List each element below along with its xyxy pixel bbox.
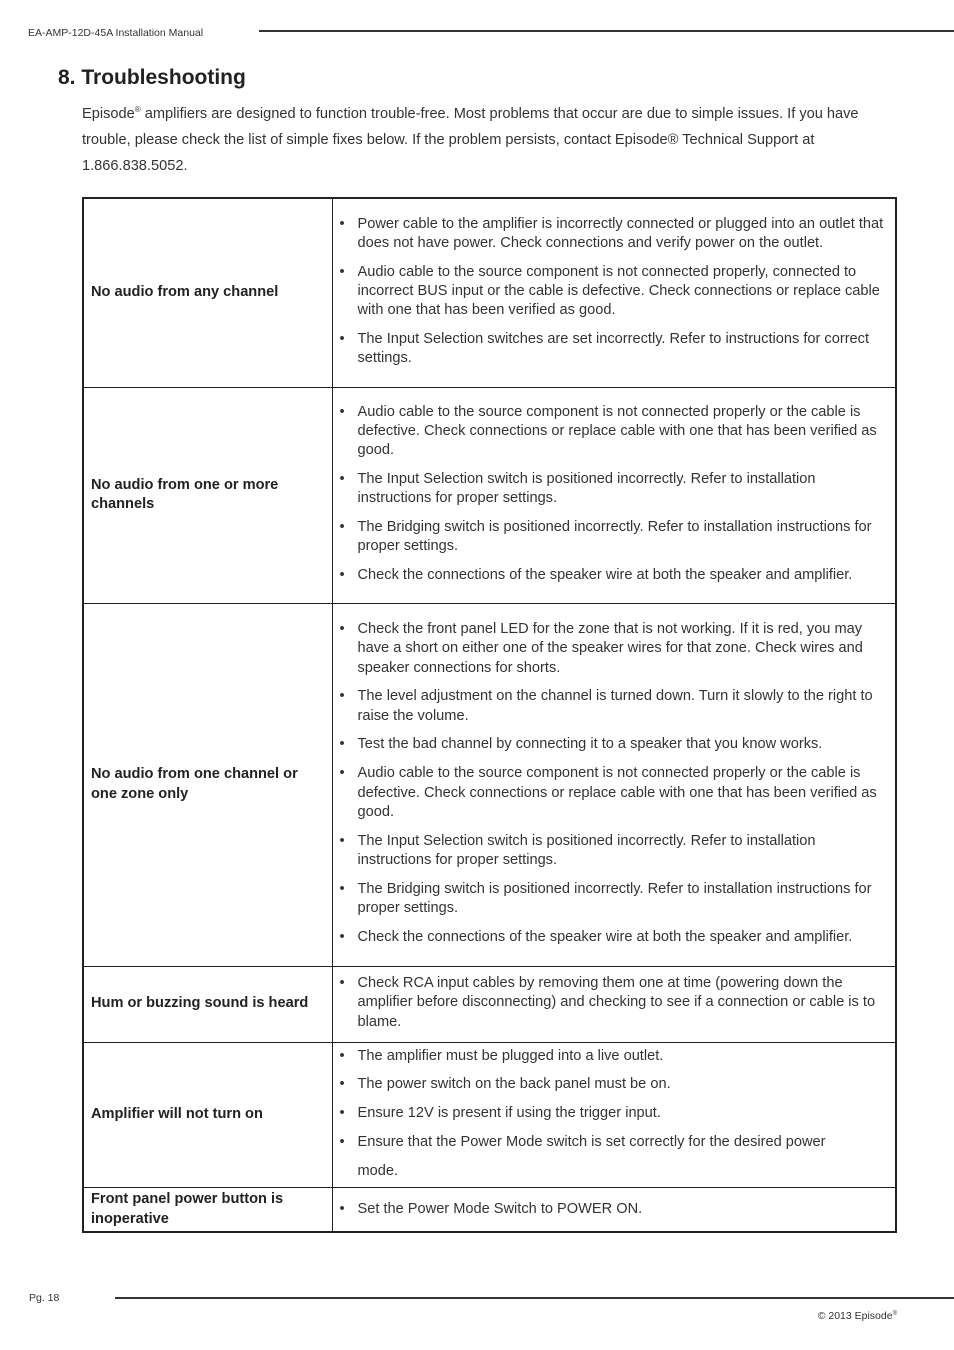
fix-item xyxy=(339,832,890,871)
intro-paragraph xyxy=(82,101,892,179)
fix-item xyxy=(339,1047,890,1066)
fix-item xyxy=(339,566,890,585)
bullet-icon: • xyxy=(339,975,345,992)
intro-text: amplifiers are designed to function trouble-free. Most problems that occur are due to simple issues. If you have trouble, please check the list of simple fixes below. If the problem persists, contact Episode® Technical Support at 1.866.838.5052. xyxy=(82,106,859,174)
fix-item xyxy=(339,974,890,1032)
bullet-icon: • xyxy=(339,1134,345,1151)
fix-text: Audio cable to the source component is not connected properly, connected to incorrect BUS input or the cable is defective. Check connections or replace cable with one that has been verified as good. xyxy=(357,263,880,319)
table-row xyxy=(83,198,896,387)
page-number: Pg. 18 xyxy=(29,1292,60,1304)
fix-text: Set the Power Mode Switch to POWER ON. xyxy=(357,1201,643,1218)
table-row xyxy=(83,603,896,966)
copyright-text: © 2013 Episode xyxy=(817,1310,893,1322)
bullet-icon: • xyxy=(339,928,345,945)
problem-cell: Hum or buzzing sound is heard xyxy=(83,966,332,1042)
copyright-notice xyxy=(818,1310,897,1322)
fix-item xyxy=(339,263,890,321)
bullet-icon: • xyxy=(339,403,345,420)
fix-list xyxy=(339,974,890,1032)
fix-item xyxy=(339,1133,890,1181)
fix-text: Audio cable to the source component is not connected properly or the cable is defective. Check connections or replace cable with one that has been verified as good. xyxy=(357,765,877,820)
fix-item xyxy=(339,403,890,461)
fix-list xyxy=(339,620,890,947)
fix-text: Test the bad channel by connecting it to a speaker that you know works. xyxy=(357,736,823,753)
fix-list xyxy=(339,1200,890,1219)
fix-item xyxy=(339,215,890,254)
bullet-icon: • xyxy=(339,620,345,637)
intro-brand: Episode xyxy=(82,106,135,122)
bullet-icon: • xyxy=(339,567,345,584)
fix-text: Ensure that the Power Mode switch is set correctly for the desired power xyxy=(357,1134,826,1151)
fix-text-continuation: mode. xyxy=(357,1162,399,1179)
problem-cell: No audio from one channel or one zone only xyxy=(83,603,332,966)
table-row xyxy=(83,966,896,1042)
table-row xyxy=(83,387,896,603)
fix-text: The power switch on the back panel must be on. xyxy=(357,1076,671,1093)
bullet-icon: • xyxy=(339,688,345,705)
fix-item xyxy=(339,620,890,678)
bullet-icon: • xyxy=(339,519,345,536)
registered-mark: ® xyxy=(134,105,141,114)
bullet-icon: • xyxy=(339,215,345,232)
registered-mark: ® xyxy=(892,1311,897,1317)
fix-text: Check the front panel LED for the zone that is not working. If it is red, you may have a short on either one of the speaker wires for that zone. Check wires and speaker connections for shorts. xyxy=(357,620,863,676)
fixes-cell xyxy=(332,966,896,1042)
table-row xyxy=(83,1188,896,1233)
bullet-icon: • xyxy=(339,832,345,849)
fix-item xyxy=(339,687,890,726)
fixes-cell xyxy=(332,603,896,966)
fix-text: Check the connections of the speaker wire at both the speaker and amplifier. xyxy=(357,567,853,584)
troubleshooting-table xyxy=(82,197,897,1233)
fix-list xyxy=(339,1047,890,1182)
fix-text: Audio cable to the source component is not connected properly or the cable is defective. Check connections or replace cable with one that has been verified as good. xyxy=(357,403,877,459)
fix-text: The Input Selection switches are set incorrectly. Refer to instructions for correct settings. xyxy=(357,331,870,367)
bullet-icon: • xyxy=(339,765,345,782)
fix-text: The Bridging switch is positioned incorrectly. Refer to installation instructions for proper settings. xyxy=(357,880,872,916)
fix-item xyxy=(339,1200,890,1219)
bullet-icon: • xyxy=(339,263,345,280)
fix-item xyxy=(339,470,890,509)
fix-item xyxy=(339,1075,890,1094)
bullet-icon: • xyxy=(339,736,345,753)
section-title: 8. Troubleshooting xyxy=(58,66,246,89)
fix-item xyxy=(339,330,890,369)
fix-text: The Input Selection switch is positioned incorrectly. Refer to installation instructions for proper settings. xyxy=(357,832,816,868)
header-divider xyxy=(259,30,954,32)
bullet-icon: • xyxy=(339,1076,345,1093)
fixes-cell xyxy=(332,1042,896,1188)
fix-text: The Input Selection switch is positioned incorrectly. Refer to installation instructions for proper settings. xyxy=(357,470,816,507)
bullet-icon: • xyxy=(339,1047,345,1064)
fix-list xyxy=(339,215,890,369)
problem-cell: No audio from one or more channels xyxy=(83,387,332,603)
bullet-icon: • xyxy=(339,470,345,487)
fix-item xyxy=(339,880,890,919)
footer-divider xyxy=(115,1297,954,1299)
fix-item xyxy=(339,928,890,947)
fix-item xyxy=(339,1104,890,1123)
bullet-icon: • xyxy=(339,1201,345,1218)
fix-text: The Bridging switch is positioned incorrectly. Refer to installation instructions for proper settings. xyxy=(357,519,872,555)
bullet-icon: • xyxy=(339,1105,345,1122)
table-row xyxy=(83,1042,896,1188)
fix-text: Check the connections of the speaker wire at both the speaker and amplifier. xyxy=(357,928,853,945)
fix-item xyxy=(339,518,890,557)
fix-text: Power cable to the amplifier is incorrectly connected or plugged into an outlet that does not have power. Check connections and verify power on the outlet. xyxy=(357,215,884,251)
bullet-icon: • xyxy=(339,331,345,348)
bullet-icon: • xyxy=(339,880,345,897)
problem-cell: Front panel power button is inoperative xyxy=(83,1188,332,1233)
problem-cell: No audio from any channel xyxy=(83,198,332,387)
problem-cell: Amplifier will not turn on xyxy=(83,1042,332,1188)
fix-text: Check RCA input cables by removing them one at time (powering down the amplifier before disconnecting) and checking to see if a connection or cable is to blame. xyxy=(357,975,876,1030)
fixes-cell xyxy=(332,198,896,387)
fix-text: The amplifier must be plugged into a live outlet. xyxy=(357,1047,664,1064)
document-header-title: EA-AMP-12D-45A Installation Manual xyxy=(28,27,204,39)
fix-text: The level adjustment on the channel is turned down. Turn it slowly to the right to raise the volume. xyxy=(357,688,873,724)
fixes-cell xyxy=(332,1188,896,1233)
fix-text: Ensure 12V is present if using the trigger input. xyxy=(357,1105,661,1122)
fix-list xyxy=(339,403,890,586)
fix-item xyxy=(339,735,890,754)
fixes-cell xyxy=(332,387,896,603)
fix-item xyxy=(339,764,890,822)
